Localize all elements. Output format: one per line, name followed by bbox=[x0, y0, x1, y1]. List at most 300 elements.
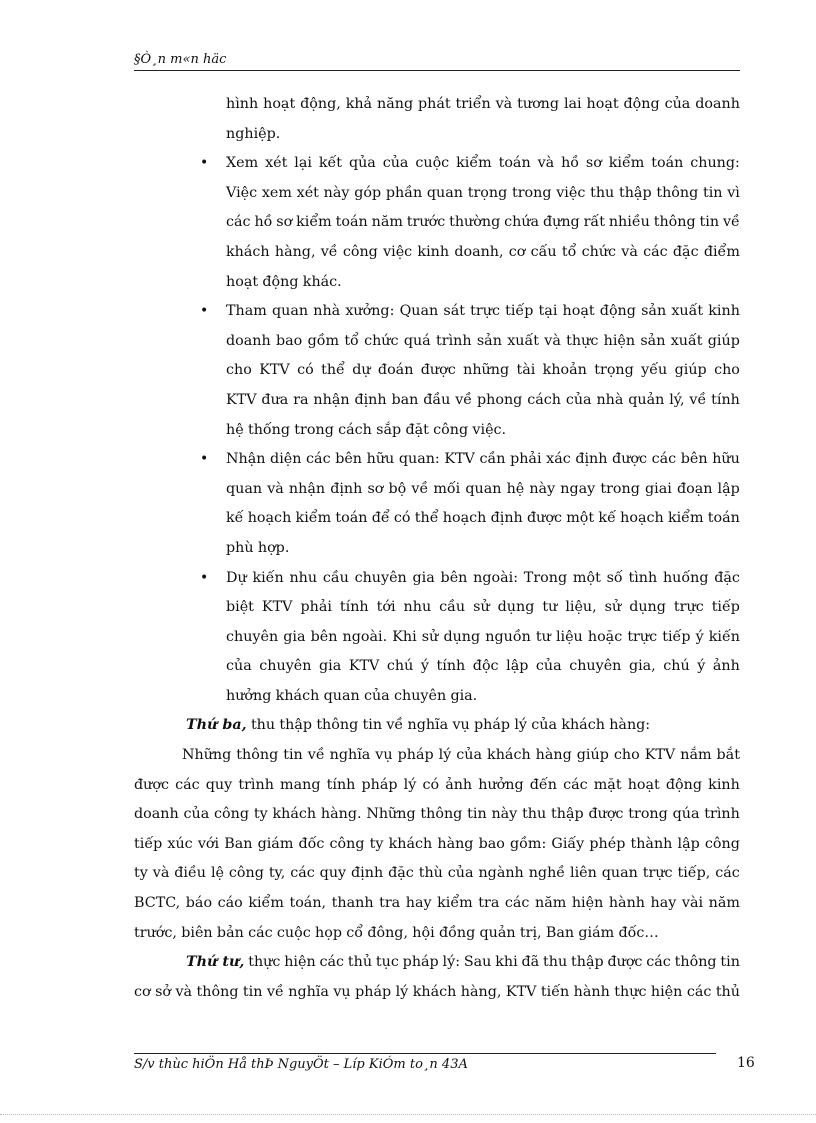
word: các bbox=[563, 776, 588, 793]
text-line bbox=[134, 978, 740, 1008]
word: toán bbox=[335, 510, 368, 527]
word: sản bbox=[641, 303, 667, 320]
word: đốc… bbox=[618, 924, 659, 941]
word: pháp bbox=[397, 747, 434, 764]
word: chung: bbox=[690, 155, 740, 172]
word: trong bbox=[511, 184, 552, 201]
word: lại bbox=[294, 155, 312, 172]
word: tính bbox=[436, 658, 466, 675]
word: và bbox=[537, 155, 555, 172]
word: sơ bbox=[585, 155, 602, 172]
word: bao bbox=[275, 332, 303, 349]
footer-rule bbox=[134, 1053, 716, 1054]
word: chức bbox=[581, 243, 617, 260]
text-line bbox=[134, 682, 740, 712]
word: công bbox=[214, 806, 250, 823]
word: một bbox=[572, 569, 601, 586]
word: pháp bbox=[355, 983, 392, 1000]
word: hay bbox=[405, 895, 432, 912]
word: quan bbox=[323, 687, 360, 704]
word: bên bbox=[310, 628, 338, 645]
word: hoạt bbox=[226, 273, 259, 290]
word: các bbox=[319, 954, 345, 971]
word: hành bbox=[608, 895, 645, 912]
word: Quan bbox=[399, 303, 439, 320]
word: và bbox=[175, 983, 193, 1000]
text-line bbox=[134, 534, 740, 564]
word: lai bbox=[563, 96, 582, 112]
word: một bbox=[566, 510, 595, 527]
word: của bbox=[565, 391, 592, 408]
word: và bbox=[621, 243, 638, 260]
word: lập bbox=[677, 835, 700, 852]
word: cho bbox=[714, 362, 740, 379]
word: quan bbox=[465, 480, 502, 497]
word: có bbox=[422, 776, 440, 793]
word: của bbox=[535, 658, 562, 675]
word: tương bbox=[517, 96, 560, 112]
word: toán bbox=[651, 155, 684, 172]
word: cấu bbox=[530, 243, 557, 260]
word: chuyên bbox=[393, 687, 447, 704]
word: đã bbox=[521, 954, 540, 971]
word: quản bbox=[628, 391, 665, 408]
word: cần bbox=[479, 451, 506, 468]
word: tin bbox=[699, 214, 720, 231]
text-line bbox=[134, 771, 740, 801]
word: ban bbox=[391, 391, 419, 408]
word: yếu bbox=[641, 362, 668, 379]
text-line bbox=[134, 120, 740, 150]
word: lý bbox=[395, 983, 409, 1000]
word: có bbox=[297, 362, 314, 379]
word: Sau bbox=[463, 954, 492, 971]
word: ngoài: bbox=[473, 569, 519, 586]
word: chuyên bbox=[259, 658, 312, 675]
word: nghĩa bbox=[407, 717, 449, 734]
word: nghĩa bbox=[288, 983, 329, 1000]
word: khoản bbox=[542, 362, 587, 379]
text-line bbox=[134, 504, 740, 534]
text-line bbox=[134, 356, 740, 386]
text-line bbox=[134, 386, 740, 416]
text-line bbox=[134, 830, 740, 860]
word: hoạt bbox=[263, 96, 296, 112]
text-line bbox=[134, 711, 740, 741]
word: thu bbox=[543, 954, 568, 971]
word: thường bbox=[449, 214, 501, 231]
word: nhận bbox=[288, 480, 326, 497]
word: nhà bbox=[596, 391, 624, 408]
word: tiếp bbox=[711, 599, 740, 616]
word: và bbox=[544, 332, 561, 349]
word: bên bbox=[335, 451, 363, 468]
text-line bbox=[134, 297, 740, 327]
word: pháp bbox=[402, 954, 439, 971]
word: sản bbox=[640, 332, 666, 349]
word: thực bbox=[248, 954, 281, 971]
word: cách bbox=[338, 421, 372, 438]
word: quan bbox=[226, 480, 263, 497]
word: sơ bbox=[367, 480, 384, 497]
page-footer-text: S/v thùc hiÖn Hå thÞ NguyÖt – Líp KiÓm to¸n 43A bbox=[134, 1057, 468, 1072]
word: cơ bbox=[508, 243, 526, 260]
word: kiểm bbox=[456, 155, 492, 172]
word: hữu bbox=[366, 451, 395, 468]
word: qủa bbox=[348, 155, 376, 172]
word: xưởng: bbox=[345, 303, 395, 320]
word: kiến bbox=[708, 628, 740, 645]
word: đông, bbox=[367, 924, 409, 941]
word: năm bbox=[535, 895, 567, 912]
word: trực bbox=[673, 599, 704, 616]
word: kiến bbox=[252, 569, 284, 586]
page-number: 16 bbox=[737, 1055, 755, 1071]
word: nguồn bbox=[485, 628, 531, 645]
word: được bbox=[420, 362, 456, 379]
bullet-icon: • bbox=[200, 451, 209, 468]
word: KTV bbox=[261, 599, 293, 616]
word: vài bbox=[681, 895, 704, 912]
word: vụ bbox=[333, 983, 351, 1000]
word: đặt bbox=[405, 421, 429, 438]
page-bottom-divider bbox=[0, 1114, 816, 1115]
word: Giấy bbox=[551, 835, 585, 852]
word: hàng bbox=[535, 747, 572, 764]
word: khả bbox=[345, 96, 373, 112]
word: ngoài. bbox=[342, 628, 388, 645]
word: chú bbox=[663, 658, 690, 675]
word: số bbox=[606, 569, 623, 586]
word: thống bbox=[247, 421, 291, 438]
word: thu bbox=[522, 806, 547, 823]
word: thông bbox=[316, 717, 359, 734]
word: được bbox=[134, 776, 169, 793]
word: định bbox=[490, 510, 523, 527]
word: này bbox=[491, 806, 518, 823]
header-rule bbox=[134, 70, 740, 71]
word: hàng bbox=[437, 835, 474, 852]
word: các bbox=[504, 895, 530, 912]
word: toán bbox=[707, 510, 740, 527]
word: chứa bbox=[504, 214, 540, 231]
word: hoạt bbox=[586, 96, 619, 112]
word: tại bbox=[538, 303, 558, 320]
word: góp bbox=[354, 184, 382, 201]
word: thập bbox=[618, 184, 652, 201]
word: quản bbox=[479, 924, 516, 941]
word: đưa bbox=[261, 391, 289, 408]
word: kế bbox=[598, 510, 616, 527]
word: chuyên bbox=[354, 569, 407, 586]
word: quy bbox=[319, 865, 347, 882]
word: tính bbox=[326, 776, 356, 793]
text-line bbox=[134, 623, 740, 653]
word: được bbox=[612, 451, 648, 468]
word: kiểm bbox=[248, 895, 284, 912]
word: tin bbox=[467, 806, 487, 823]
text-line bbox=[134, 445, 740, 475]
word: hiện bbox=[571, 895, 604, 912]
word: trực bbox=[470, 303, 500, 320]
word: dụng bbox=[497, 599, 535, 616]
word: khi bbox=[495, 954, 518, 971]
word: hiện bbox=[603, 332, 636, 349]
word: thập bbox=[279, 717, 313, 734]
word: KTV bbox=[444, 451, 475, 468]
word: tra bbox=[478, 895, 500, 912]
word: của bbox=[456, 747, 483, 764]
word: chú bbox=[386, 658, 414, 675]
word: lý: bbox=[442, 954, 461, 971]
word: định bbox=[330, 480, 363, 497]
word: hưởng bbox=[226, 687, 272, 704]
word: hệ bbox=[226, 421, 244, 438]
word: thu bbox=[250, 717, 276, 734]
word: xuất bbox=[670, 332, 703, 349]
word: công bbox=[704, 835, 740, 852]
bullet-icon: • bbox=[200, 155, 209, 172]
word: nhà bbox=[313, 303, 341, 320]
word: nghiệp. bbox=[226, 125, 281, 142]
word: hàng: bbox=[609, 717, 651, 734]
word: quan bbox=[271, 303, 309, 320]
word: mặt bbox=[593, 776, 622, 793]
word: sở bbox=[155, 983, 172, 1000]
word: giúp bbox=[674, 362, 707, 379]
word: giám bbox=[578, 924, 615, 941]
word: nhu bbox=[289, 569, 318, 586]
word: khách bbox=[388, 835, 433, 852]
word: cuộc bbox=[415, 155, 450, 172]
word: hoạt bbox=[627, 776, 660, 793]
word: tiếp bbox=[134, 835, 163, 852]
word: Nhận bbox=[226, 451, 266, 468]
word: Ban bbox=[224, 835, 253, 852]
word: kinh bbox=[708, 776, 740, 793]
word: về bbox=[722, 214, 740, 231]
word: lý bbox=[403, 776, 417, 793]
word: KTV bbox=[348, 658, 380, 675]
word: động bbox=[665, 776, 703, 793]
word: hàng, bbox=[460, 983, 502, 1000]
text-line bbox=[134, 179, 740, 209]
word: hàng. bbox=[320, 806, 362, 823]
word: kiểm bbox=[295, 510, 332, 527]
word: và bbox=[152, 865, 170, 882]
word: ý bbox=[697, 658, 706, 675]
word: về bbox=[455, 391, 473, 408]
word: nhận bbox=[313, 391, 350, 408]
word: lý bbox=[514, 717, 527, 734]
word: tin bbox=[283, 747, 303, 764]
word: được bbox=[607, 954, 643, 971]
word: kiểm bbox=[608, 155, 645, 172]
word: chuyên bbox=[569, 658, 622, 675]
word: việc bbox=[383, 243, 413, 260]
word: ngay bbox=[560, 480, 596, 497]
word: liệu bbox=[555, 628, 583, 645]
word: ra bbox=[293, 391, 309, 408]
word: ty bbox=[134, 865, 148, 882]
word: toán, bbox=[289, 895, 327, 912]
word: định bbox=[575, 451, 608, 468]
word: lập bbox=[717, 480, 740, 497]
word: lệ bbox=[210, 865, 224, 882]
word: định bbox=[351, 865, 384, 882]
word: với bbox=[197, 835, 220, 852]
word: kế bbox=[226, 510, 244, 527]
word: xét bbox=[296, 184, 319, 201]
word: giúp bbox=[707, 332, 740, 349]
word: trong bbox=[628, 806, 668, 823]
word: tính bbox=[711, 391, 740, 408]
word: các bbox=[248, 924, 273, 941]
text-line bbox=[134, 268, 740, 298]
word: chuyên bbox=[226, 628, 279, 645]
word: có bbox=[393, 510, 411, 527]
word: công bbox=[433, 421, 469, 438]
word: kiểm bbox=[437, 895, 473, 912]
word: việc. bbox=[472, 421, 507, 438]
word: trình bbox=[238, 776, 274, 793]
word: trước, bbox=[134, 924, 177, 941]
word: sản bbox=[476, 332, 502, 349]
word: vụ bbox=[375, 747, 393, 764]
word: giúp bbox=[576, 747, 609, 764]
word: doanh bbox=[226, 332, 271, 349]
word: động bbox=[262, 273, 299, 290]
word: các bbox=[643, 243, 668, 260]
word: gồm: bbox=[510, 835, 547, 852]
text-line bbox=[134, 327, 740, 357]
word: ý bbox=[695, 628, 704, 645]
word: cách bbox=[527, 391, 561, 408]
document-body bbox=[134, 90, 740, 1007]
word: tiến bbox=[540, 983, 570, 1000]
word: KTV bbox=[226, 391, 257, 408]
word: biên bbox=[181, 924, 213, 941]
word: tin bbox=[242, 983, 263, 1000]
word: hay bbox=[650, 895, 677, 912]
word: sắp bbox=[376, 421, 402, 438]
word: ngành bbox=[478, 865, 524, 882]
word: các bbox=[686, 983, 712, 1000]
word: lý bbox=[438, 747, 452, 764]
word: các bbox=[715, 865, 740, 882]
word: giám bbox=[257, 835, 294, 852]
word: thu bbox=[590, 184, 615, 201]
text-line bbox=[134, 416, 740, 446]
word: đựng bbox=[542, 214, 580, 231]
word: diện bbox=[270, 451, 302, 468]
word: Xem bbox=[226, 155, 259, 172]
word: cầu bbox=[322, 569, 349, 586]
word: các bbox=[646, 954, 671, 971]
word: hoạch bbox=[442, 510, 487, 527]
word: tin bbox=[720, 954, 740, 971]
word: ty, bbox=[268, 865, 286, 882]
word: gia bbox=[283, 628, 306, 645]
word: gia bbox=[319, 658, 342, 675]
word: khách bbox=[561, 717, 605, 734]
word: của bbox=[226, 658, 252, 675]
word: của bbox=[363, 687, 390, 704]
word: trong bbox=[600, 480, 640, 497]
word: thể bbox=[414, 510, 439, 527]
word: báo bbox=[185, 895, 213, 912]
word: hiện bbox=[650, 983, 683, 1000]
word: thông bbox=[420, 806, 463, 823]
word: nghề bbox=[528, 865, 566, 882]
word: quy bbox=[205, 776, 233, 793]
word: hoạt bbox=[562, 303, 595, 320]
word: cổ bbox=[346, 924, 364, 941]
word: triển bbox=[455, 96, 491, 112]
word: cáo bbox=[217, 895, 243, 912]
word: các bbox=[290, 865, 315, 882]
word: hoặc bbox=[587, 628, 623, 645]
word: gia, bbox=[628, 658, 656, 675]
word: hoạch bbox=[247, 510, 292, 527]
word: thông bbox=[236, 747, 279, 764]
word: sử bbox=[421, 628, 439, 645]
word: tổ bbox=[561, 243, 577, 260]
word: ý bbox=[420, 658, 429, 675]
word: hội bbox=[412, 924, 435, 941]
word: thông bbox=[653, 214, 696, 231]
word: sử bbox=[604, 599, 622, 616]
word: xét bbox=[265, 155, 288, 172]
word: bên bbox=[680, 451, 708, 468]
word: dụng bbox=[443, 628, 481, 645]
word: quá bbox=[403, 332, 431, 349]
word: Trong bbox=[523, 569, 568, 586]
word: về bbox=[266, 983, 284, 1000]
word: đến bbox=[529, 776, 557, 793]
word: thủ bbox=[347, 954, 373, 971]
word: tin bbox=[362, 717, 383, 734]
word: vụ bbox=[452, 717, 470, 734]
word: cơ bbox=[134, 983, 151, 1000]
word: kết bbox=[318, 155, 343, 172]
word: năm bbox=[371, 214, 403, 231]
word: tới bbox=[376, 599, 396, 616]
word: để bbox=[371, 510, 390, 527]
word: qúa bbox=[672, 806, 700, 823]
word: được bbox=[527, 510, 562, 527]
word: phải bbox=[300, 599, 332, 616]
text-line bbox=[134, 90, 740, 120]
word: đặc bbox=[388, 865, 414, 882]
word: mang bbox=[280, 776, 321, 793]
word: xuất bbox=[507, 332, 539, 349]
word: cho bbox=[226, 362, 252, 379]
text-line bbox=[134, 741, 740, 771]
word: đoán bbox=[377, 362, 414, 379]
word: xác bbox=[546, 451, 571, 468]
word: trực bbox=[642, 865, 673, 882]
word: ty bbox=[253, 806, 268, 823]
text-line bbox=[134, 593, 740, 623]
word: trong bbox=[294, 421, 334, 438]
word: công bbox=[342, 243, 378, 260]
word: tư bbox=[542, 599, 558, 616]
word: BCTC, bbox=[134, 895, 181, 912]
word: pháp bbox=[474, 717, 511, 734]
word: khách bbox=[275, 687, 320, 704]
text-line bbox=[134, 889, 740, 919]
